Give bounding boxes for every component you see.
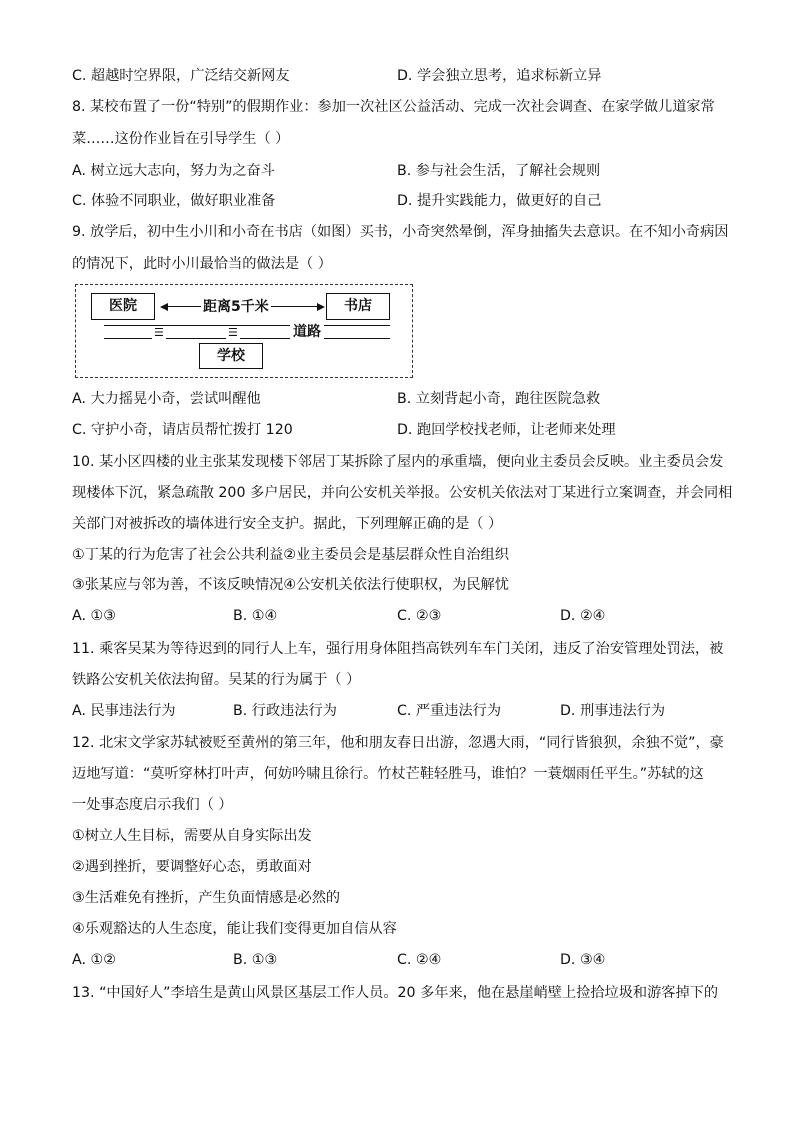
q12-stem-line1: 12. 北宋文学家苏轼被贬至黄州的第三年，他和朋友春日出游，忽遇大雨，“同行皆狼狈，余独不觉”，豪 [72, 735, 724, 751]
q7-option-d: D. 学会独立思考，追求标新立异 [397, 68, 602, 84]
q10-option-d: D. ②④ [560, 608, 606, 624]
hospital-box: 医院 [91, 293, 155, 320]
q13-stem-line1: 13. “中国好人”李培生是黄山风景区基层工作人员。20 多年来，他在悬崖峭壁上捡拾垃圾和游客掉下的 [72, 985, 719, 1001]
q8-stem-line1: 8. 某校布置了一份“特别”的假期作业：参加一次社区公益活动、完成一次社会调查、在家学做儿道家常 [72, 99, 715, 115]
q10-stem-line1: 10. 某小区四楼的业主张某发现楼下邻居丁某拆除了屋内的承重墙，便向业主委员会反映。业主委员会发 [72, 454, 724, 470]
q10-statements-line2: ③张某应与邻为善，不该反映情况④公安机关依法行使职权，为民解忧 [72, 577, 509, 593]
q11-option-c: C. 严重违法行为 [397, 703, 502, 719]
q12-option-a: A. ①② [72, 952, 116, 968]
q11-option-b: B. 行政违法行为 [233, 703, 337, 719]
q11-option-d: D. 刑事违法行为 [560, 703, 666, 719]
q12-statement-1: ①树立人生目标，需要从自身实际出发 [72, 828, 312, 844]
q8-option-b: B. 参与社会生活，了解社会规则 [397, 163, 601, 179]
road-top-edge [104, 325, 390, 326]
q12-statement-3: ③生活难免有挫折，产生负面情感是必然的 [72, 890, 341, 906]
road-label: 道路 [290, 324, 324, 340]
q8-option-c: C. 体验不同职业，做好职业准备 [72, 193, 276, 209]
distance-label: 距离5千米 [203, 299, 269, 315]
q11-stem-line1: 11. 乘客吴某为等待迟到的同行人上车，强行用身体阻挡高铁列车车门关闭，违反了治安管理处罚法，被 [72, 641, 724, 657]
road-bottom-edge [104, 338, 390, 339]
q11-option-a: A. 民事违法行为 [72, 703, 176, 719]
q10-stem-line2: 现楼体下沉，紧急疏散 200 多户居民，并向公安机关举报。公安机关依法对丁某进行立案调查，并会同相 [72, 485, 733, 501]
q9-option-b: B. 立刻背起小奇，跑往医院急救 [397, 391, 601, 407]
distance-arrow-left [160, 303, 168, 311]
road-lane-mark: ☰ [154, 326, 164, 339]
q9-map-figure [75, 284, 413, 378]
q9-stem-line2: 的情况下，此时小川最恰当的做法是（ ） [72, 256, 332, 272]
q12-option-c: C. ②④ [397, 952, 442, 968]
distance-arrow-right [317, 303, 325, 311]
q12-statement-4: ④乐观豁达的人生态度，能让我们变得更加自信从容 [72, 921, 397, 937]
school-box: 学校 [199, 343, 263, 369]
q9-option-d: D. 跑回学校找老师，让老师来处理 [397, 422, 616, 438]
q10-option-a: A. ①③ [72, 608, 116, 624]
q12-statement-2: ②遇到挫折，要调整好心态，勇敢面对 [72, 859, 312, 875]
q8-stem-line2: 菜……这份作业旨在引导学生（ ） [72, 131, 290, 147]
q8-option-a: A. 树立远大志向，努力为之奋斗 [72, 163, 275, 179]
q10-stem-line3: 关部门对被拆改的墙体进行安全支护。据此，下列理解正确的是（ ） [72, 516, 503, 532]
bookstore-box: 书店 [326, 293, 390, 320]
q9-option-a: A. 大力摇晃小奇，尝试叫醒他 [72, 391, 261, 407]
road-lane-mark: ☰ [228, 326, 238, 339]
q12-stem-line2: 迈地写道：“莫听穿林打叶声，何妨吟啸且徐行。竹杖芒鞋轻胜马，谁怕？一蓑烟雨任平生。”苏轼的这 [72, 766, 704, 782]
q10-option-c: C. ②③ [397, 608, 442, 624]
q12-stem-line3: 一处事态度启示我们（ ） [72, 797, 233, 813]
q7-option-c: C. 超越时空界限，广泛结交新网友 [72, 68, 290, 84]
q9-option-c: C. 守护小奇，请店员帮忙拨打 120 [72, 422, 293, 438]
q12-option-d: D. ③④ [560, 952, 606, 968]
q9-stem-line1: 9. 放学后，初中生小川和小奇在书店（如图）买书，小奇突然晕倒，浑身抽搐失去意识。在不知小奇病因 [72, 224, 729, 240]
q11-stem-line2: 铁路公安机关依法拘留。吴某的行为属于（ ） [72, 672, 361, 688]
q10-option-b: B. ①④ [233, 608, 278, 624]
q10-statements-line1: ①丁某的行为危害了社会公共利益②业主委员会是基层群众性自治组织 [72, 547, 509, 563]
q8-option-d: D. 提升实践能力，做更好的自己 [397, 193, 602, 209]
q12-option-b: B. ①③ [233, 952, 278, 968]
